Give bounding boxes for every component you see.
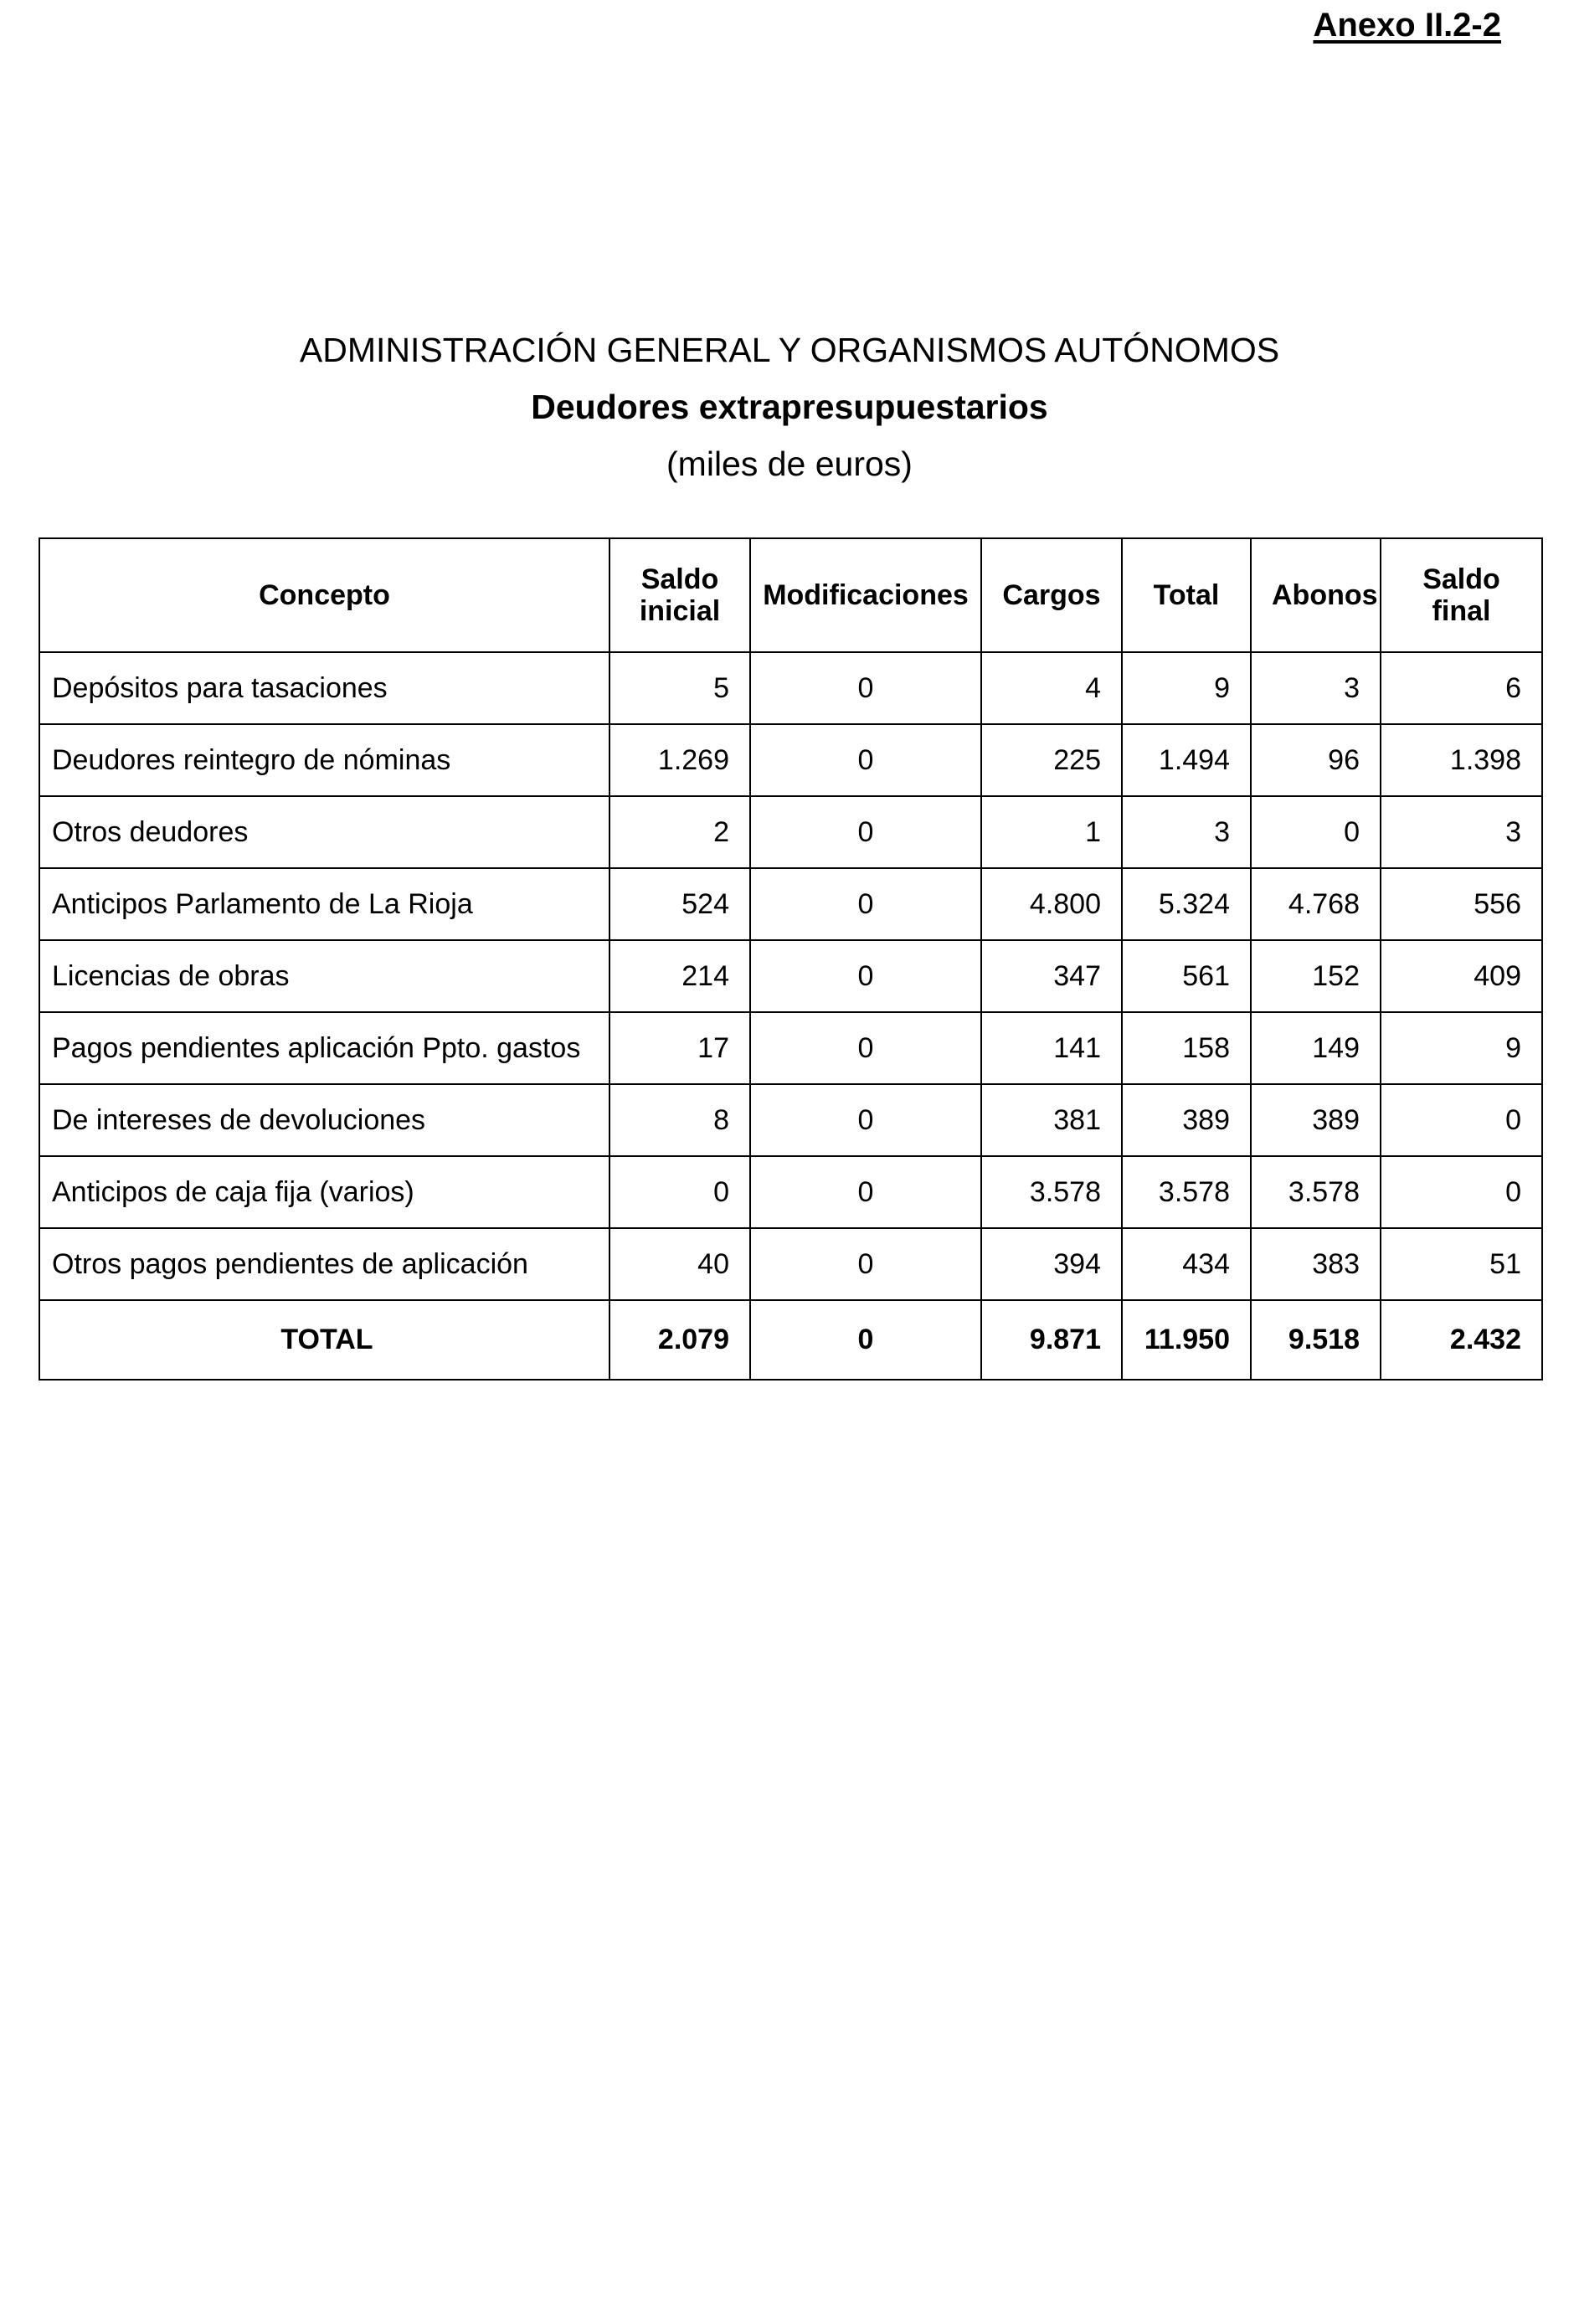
cell-modificaciones: 0 [750, 1012, 981, 1084]
cell-saldo-inicial: 2 [609, 796, 750, 868]
cell-total: 11.950 [1122, 1300, 1251, 1380]
cell-saldo-final: 0 [1381, 1084, 1542, 1156]
cell-abonos: 3.578 [1251, 1156, 1381, 1228]
table-row [39, 940, 1542, 1012]
cell-saldo-final: 9 [1381, 1012, 1542, 1084]
cell-total: 561 [1122, 940, 1251, 1012]
cell-saldo-inicial: 214 [609, 940, 750, 1012]
table-row [39, 1012, 1542, 1084]
total-row [39, 1300, 1542, 1380]
header-saldo-inicial-line2: inicial [639, 595, 721, 627]
cell-abonos: 96 [1251, 724, 1381, 796]
table-row [39, 1156, 1542, 1228]
cell-modificaciones: 0 [750, 940, 981, 1012]
header-saldo-inicial [609, 538, 750, 652]
header-row [39, 538, 1542, 652]
cell-total: 5.324 [1122, 868, 1251, 940]
header-saldo-final [1381, 538, 1542, 652]
cell-total: 389 [1122, 1084, 1251, 1156]
cell-cargos: 4 [981, 652, 1122, 724]
cell-saldo-final: 409 [1381, 940, 1542, 1012]
cell-saldo-final: 2.432 [1381, 1300, 1542, 1380]
cell-abonos: 3 [1251, 652, 1381, 724]
cell-cargos: 9.871 [981, 1300, 1122, 1380]
debtors-table [39, 537, 1543, 1381]
table-row [39, 652, 1542, 724]
cell-concepto: Anticipos Parlamento de La Rioja [39, 868, 609, 940]
document-subtitle: Deudores extrapresupuestarios [531, 388, 1048, 426]
cell-saldo-final: 51 [1381, 1228, 1542, 1300]
table-row [39, 724, 1542, 796]
table-row [39, 1084, 1542, 1156]
cell-concepto: TOTAL [39, 1300, 609, 1380]
cell-cargos: 141 [981, 1012, 1122, 1084]
cell-concepto: Depósitos para tasaciones [39, 652, 609, 724]
header-saldo-final-line1: Saldo [1422, 563, 1500, 595]
cell-total: 3 [1122, 796, 1251, 868]
cell-saldo-final: 3 [1381, 796, 1542, 868]
cell-modificaciones: 0 [750, 1228, 981, 1300]
cell-saldo-inicial: 2.079 [609, 1300, 750, 1380]
cell-total: 3.578 [1122, 1156, 1251, 1228]
cell-concepto: Anticipos de caja fija (varios) [39, 1156, 609, 1228]
cell-modificaciones: 0 [750, 868, 981, 940]
cell-saldo-final: 1.398 [1381, 724, 1542, 796]
cell-total: 158 [1122, 1012, 1251, 1084]
cell-concepto: Otros deudores [39, 796, 609, 868]
cell-cargos: 381 [981, 1084, 1122, 1156]
cell-cargos: 394 [981, 1228, 1122, 1300]
cell-abonos: 389 [1251, 1084, 1381, 1156]
table-body [39, 652, 1542, 1380]
cell-saldo-inicial: 8 [609, 1084, 750, 1156]
cell-saldo-final: 6 [1381, 652, 1542, 724]
cell-saldo-inicial: 40 [609, 1228, 750, 1300]
document-title: ADMINISTRACIÓN GENERAL Y ORGANISMOS AUTÓNOMOS [299, 331, 1280, 369]
cell-abonos: 383 [1251, 1228, 1381, 1300]
cell-total: 1.494 [1122, 724, 1251, 796]
cell-concepto: Deudores reintegro de nóminas [39, 724, 609, 796]
cell-saldo-inicial: 5 [609, 652, 750, 724]
cell-modificaciones: 0 [750, 724, 981, 796]
header-saldo-final-line2: final [1432, 595, 1491, 627]
cell-cargos: 347 [981, 940, 1122, 1012]
cell-abonos: 149 [1251, 1012, 1381, 1084]
cell-abonos: 9.518 [1251, 1300, 1381, 1380]
cell-modificaciones: 0 [750, 796, 981, 868]
cell-concepto: Licencias de obras [39, 940, 609, 1012]
cell-total: 434 [1122, 1228, 1251, 1300]
cell-saldo-final: 0 [1381, 1156, 1542, 1228]
annex-label: Anexo II.2-2 [1313, 7, 1501, 44]
cell-saldo-inicial: 0 [609, 1156, 750, 1228]
header-modificaciones: Modificaciones [750, 538, 981, 652]
cell-modificaciones: 0 [750, 1084, 981, 1156]
cell-cargos: 3.578 [981, 1156, 1122, 1228]
cell-modificaciones: 0 [750, 1156, 981, 1228]
header-cargos: Cargos [981, 538, 1122, 652]
cell-saldo-inicial: 17 [609, 1012, 750, 1084]
table-row [39, 796, 1542, 868]
cell-cargos: 1 [981, 796, 1122, 868]
cell-saldo-inicial: 524 [609, 868, 750, 940]
cell-saldo-inicial: 1.269 [609, 724, 750, 796]
cell-total: 9 [1122, 652, 1251, 724]
cell-modificaciones: 0 [750, 652, 981, 724]
cell-abonos: 0 [1251, 796, 1381, 868]
cell-abonos: 152 [1251, 940, 1381, 1012]
cell-concepto: Pagos pendientes aplicación Ppto. gastos [39, 1012, 609, 1084]
header-total: Total [1122, 538, 1251, 652]
cell-modificaciones: 0 [750, 1300, 981, 1380]
units-note: (miles de euros) [666, 445, 913, 483]
cell-concepto: De intereses de devoluciones [39, 1084, 609, 1156]
cell-abonos: 4.768 [1251, 868, 1381, 940]
cell-cargos: 4.800 [981, 868, 1122, 940]
table-row [39, 1228, 1542, 1300]
cell-saldo-final: 556 [1381, 868, 1542, 940]
cell-concepto: Otros pagos pendientes de aplicación [39, 1228, 609, 1300]
header-abonos: Abonos [1251, 538, 1381, 652]
cell-cargos: 225 [981, 724, 1122, 796]
title-block [0, 330, 1579, 484]
header-saldo-inicial-line1: Saldo [640, 563, 719, 595]
header-concepto: Concepto [39, 538, 609, 652]
table-row [39, 868, 1542, 940]
